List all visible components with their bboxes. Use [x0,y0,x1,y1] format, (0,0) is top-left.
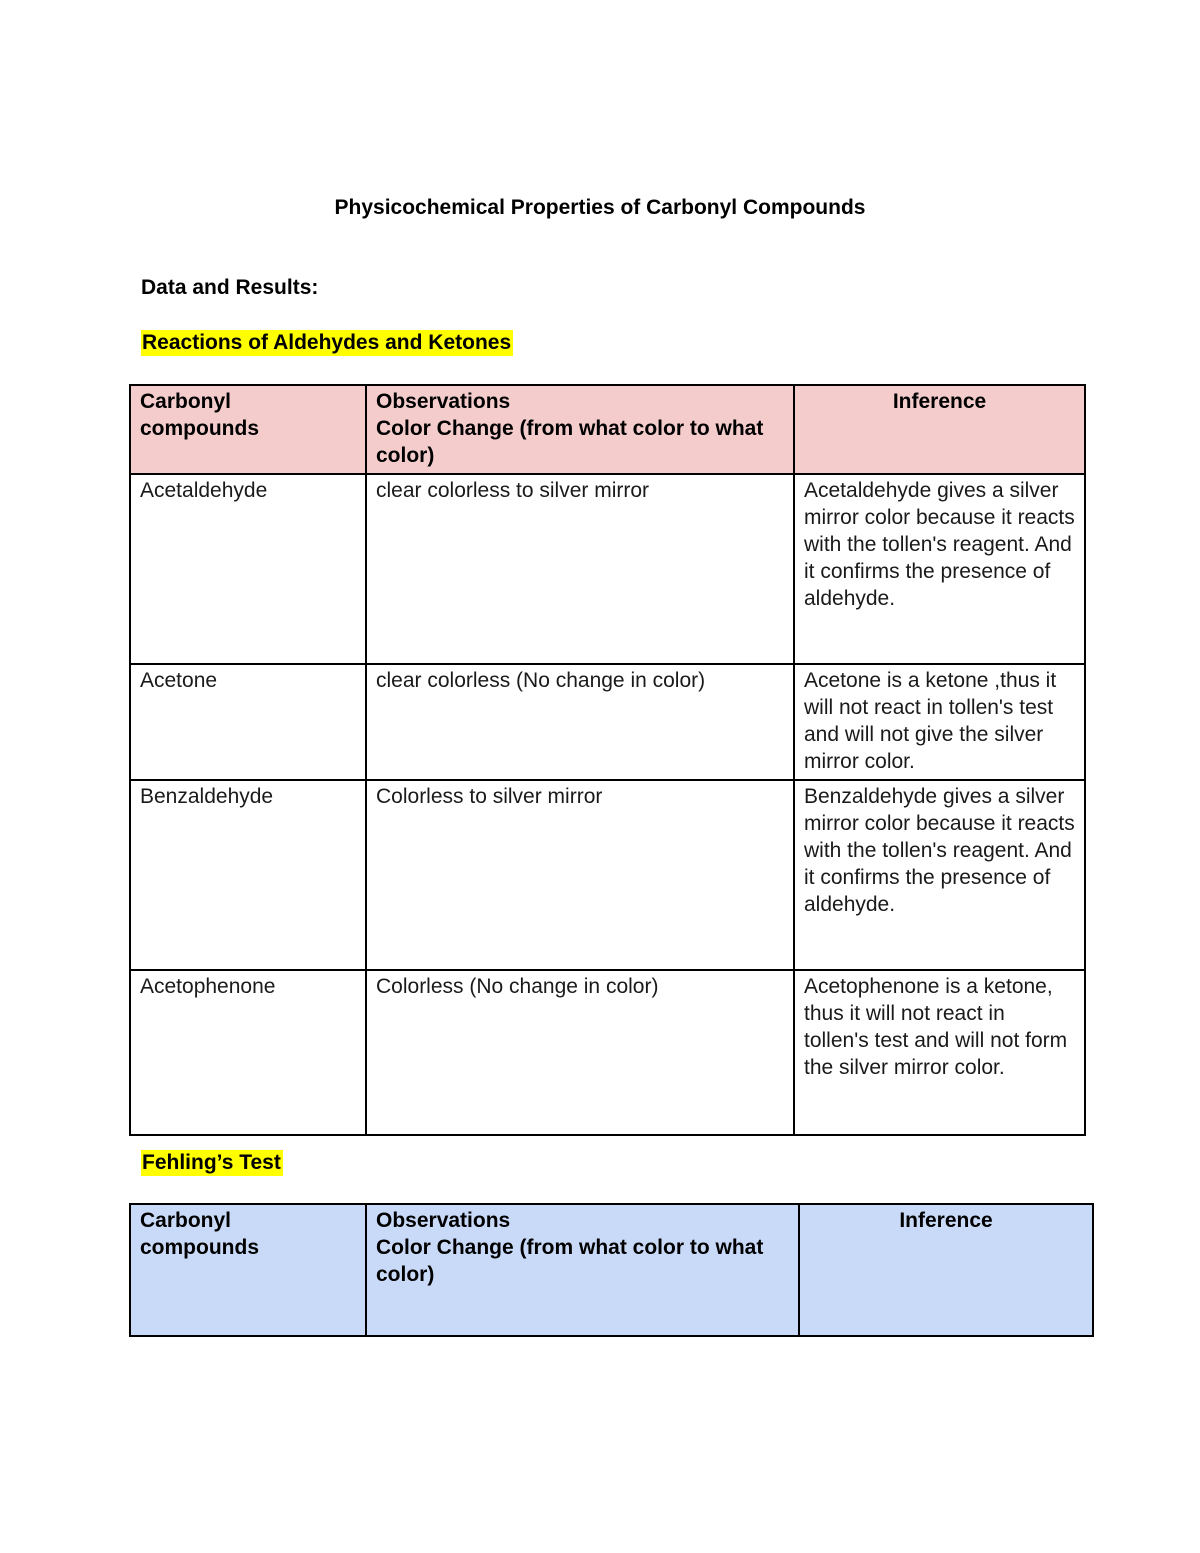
header-carbonyl-compounds: Carbonyl compounds [130,385,366,474]
observation-cell: clear colorless to silver mirror [366,474,794,664]
table-row [130,780,1085,970]
section-heading-fehlings [141,1151,283,1175]
reactions-table [129,384,1086,1136]
document-title: Physicochemical Properties of Carbonyl Compounds [334,196,866,219]
table-row [130,664,1085,780]
header-observations: Observations Color Change (from what color to what color) [366,1204,799,1336]
inference-cell: Benzaldehyde gives a silver mirror color because it reacts with the tollen's reagent. And it confirms the presence of aldehyde. [794,780,1085,970]
table-row [130,970,1085,1135]
compound-cell: Acetophenone [130,970,366,1135]
highlighted-heading-text: Reactions of Aldehydes and Ketones [142,331,512,354]
observation-cell: clear colorless (No change in color) [366,664,794,780]
observation-cell: Colorless to silver mirror [366,780,794,970]
inference-cell: Acetaldehyde gives a silver mirror color because it reacts with the tollen's reagent. And it confirms the presence of aldehyde. [794,474,1085,664]
table-header-row [130,385,1085,474]
table-header-row [130,1204,1093,1336]
observation-cell: Colorless (No change in color) [366,970,794,1135]
section-heading-reactions [141,331,513,355]
header-observations: Observations Color Change (from what color to what color) [366,385,794,474]
compound-cell: Acetaldehyde [130,474,366,664]
header-inference: Inference [799,1204,1093,1336]
compound-cell: Benzaldehyde [130,780,366,970]
table-row [130,474,1085,664]
inference-cell: Acetone is a ketone ,thus it will not react in tollen's test and will not give the silver mirror color. [794,664,1085,780]
data-results-label: Data and Results: [141,276,319,299]
header-inference: Inference [794,385,1085,474]
inference-cell: Acetophenone is a ketone, thus it will not react in tollen's test and will not form the silver mirror color. [794,970,1085,1135]
highlighted-heading-text: Fehling’s Test [142,1151,281,1174]
compound-cell: Acetone [130,664,366,780]
header-carbonyl-compounds: Carbonyl compounds [130,1204,366,1336]
fehlings-table [129,1203,1094,1337]
